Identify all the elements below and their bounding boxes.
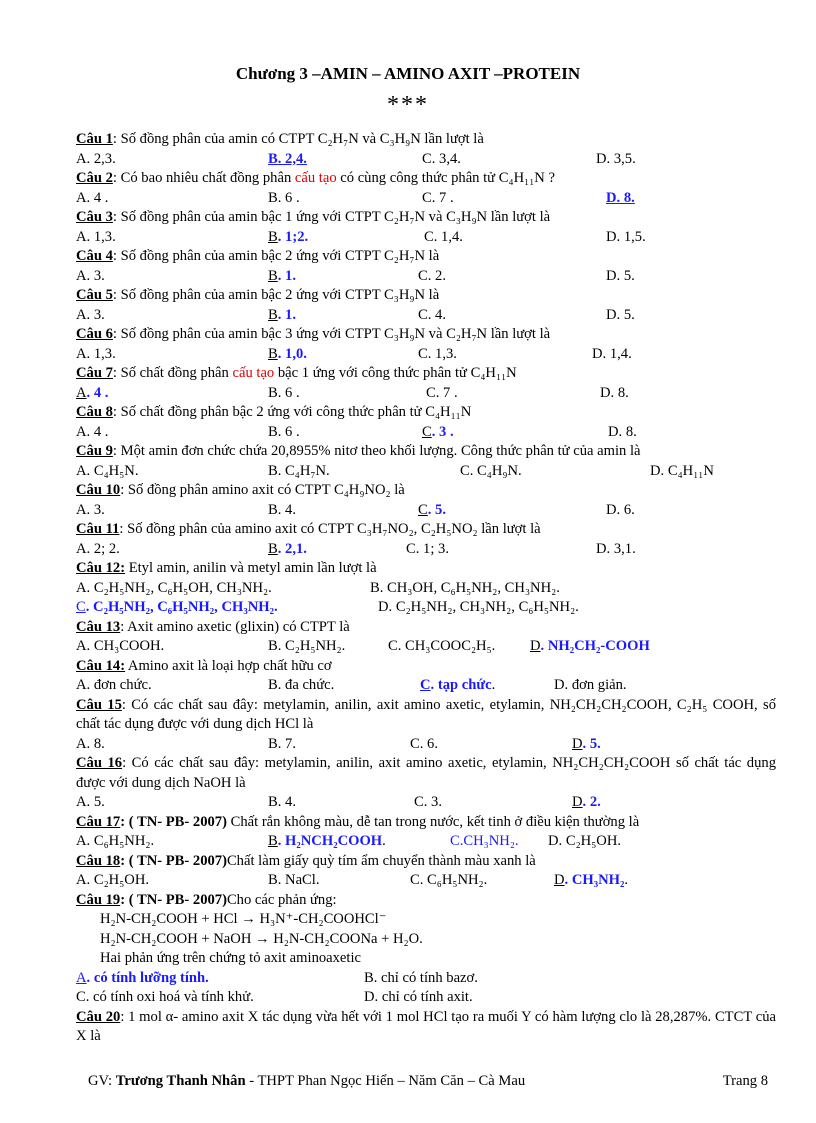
option-a: A. 4 .: [76, 189, 109, 206]
option-a: A. đơn chức.: [76, 677, 152, 693]
options-12-ab: [76, 579, 776, 599]
option-a: A. 2; 2.: [76, 540, 120, 557]
question-16: Câu 16: Có các chất sau đây: metylamin, anilin, axit amino axetic, etylamin, NH₂CH₂CH₂COOH số chất tác dụng được với dung dịch NaOH là: [76, 755, 776, 791]
question-5: Câu 5: Số đồng phân của amin bậc 2 ứng với CTPT C₃H₉N là: [76, 287, 440, 303]
option-a: A. C₆H₅NH₂.: [76, 833, 155, 849]
option-b: B. 6 .: [268, 423, 300, 440]
option-b-correct: B. 1.: [268, 267, 296, 284]
option-d: D. 1,4.: [592, 345, 632, 362]
option-a: A. 2,3.: [76, 150, 116, 167]
question-3: Câu 3: Số đồng phân của amin bậc 1 ứng với CTPT C₂H₇N và C₃H₉N lần lượt là: [76, 209, 551, 225]
question-4: Câu 4: Số đồng phân của amin bậc 2 ứng với CTPT C₂H₇N là: [76, 248, 440, 264]
option-b-correct: B. 1.: [268, 306, 296, 323]
options-19-ab: [76, 969, 776, 989]
question-7: Câu 7: Số chất đồng phân cấu tạo bậc 1 ứng với công thức phân tử C₄H₁₁N: [76, 365, 517, 381]
options-12-cd: [76, 598, 776, 618]
options-17: [76, 832, 776, 852]
option-c: C. CH₃COOC₂H₅.: [388, 638, 496, 654]
question-14: Câu 14: Amino axit là loại hợp chất hữu cơ: [76, 657, 332, 674]
option-c-correct: C. 3 .: [422, 423, 454, 440]
option-b: B. 4.: [268, 794, 296, 810]
option-a: A. 1,3.: [76, 345, 116, 362]
options-18: [76, 871, 776, 891]
options-13: [76, 637, 776, 657]
option-a: A. 8.: [76, 735, 105, 752]
option-d: D. 3,1.: [596, 540, 636, 557]
option-d: D. chỉ có tính axit.: [364, 989, 473, 1005]
question-20: Câu 20: 1 mol α- amino axit X tác dụng vừa hết với 1 mol HCl tạo ra muối Y có hàm lượng clo là 28,287%. CTCT của X là: [76, 1008, 776, 1044]
option-a: A. 3.: [76, 267, 105, 284]
option-b: B. chỉ có tính bazơ.: [364, 969, 478, 986]
option-b-correct: B. 2,1.: [268, 540, 307, 557]
footer-school: - THPT Phan Ngọc Hiển – Năm Căn – Cà Mau: [245, 1073, 526, 1089]
option-b-correct: B. 1;2.: [268, 228, 309, 245]
option-a: A. 4 .: [76, 423, 109, 440]
options-10: [76, 501, 776, 521]
options-8: [76, 423, 776, 443]
option-b: B. 6 .: [268, 189, 300, 206]
reaction-2: H₂N-CH₂COOH + NaOH → H₂N-CH₂COONa + H₂O.: [100, 930, 423, 947]
options-4: [76, 267, 776, 287]
title-ornament: ***: [387, 92, 429, 118]
option-c: C. 3.: [414, 794, 442, 810]
options-6: [76, 345, 776, 365]
option-c: C. 1; 3.: [406, 540, 449, 557]
question-11: Câu 11: Số đồng phân của amino axit có CTPT C₃H₇NO₂, C₂H₅NO₂ lần lượt là: [76, 521, 541, 537]
option-c: C. 2.: [418, 267, 446, 284]
question-8: Câu 8: Số chất đồng phân bậc 2 ứng với công thức phân tử C₄H₁₁N: [76, 404, 472, 420]
option-a-correct: A. có tính lưỡng tính.: [76, 969, 209, 986]
option-a: A. CH₃COOH.: [76, 638, 165, 654]
option-a: A. C₂H₅NH₂, C₆H₅OH, CH₃NH₂.: [76, 579, 272, 596]
options-16: [76, 793, 776, 813]
option-b-correct: B. H₂NCH₂COOH.: [268, 833, 386, 849]
option-b: B. C₂H₅NH₂.: [268, 638, 346, 654]
reaction-1: H₂N-CH₂COOH + HCl → H₃N⁺-CH₂COOHCl⁻: [100, 911, 387, 927]
option-d: D. 3,5.: [596, 150, 636, 167]
option-a: A. C₂H₅OH.: [76, 872, 150, 888]
option-d: D. 6.: [606, 501, 635, 518]
option-d-correct: D. 5.: [572, 735, 601, 752]
options-7: [76, 384, 776, 404]
option-d-correct: D. 2.: [572, 794, 601, 810]
option-a: A. 3.: [76, 306, 105, 323]
option-a: A. 3.: [76, 501, 105, 518]
option-d: D. C₂H₅OH.: [548, 833, 622, 849]
option-d: D. C₄H₁₁N: [650, 462, 714, 479]
option-d-correct: D. NH₂CH₂-COOH: [530, 638, 650, 654]
option-c: C. 1,3.: [418, 345, 457, 362]
options-5: [76, 306, 776, 326]
option-d: D. 1,5.: [606, 228, 646, 245]
option-c: C. 4.: [418, 306, 446, 323]
question-6: Câu 6: Số đồng phân của amin bậc 3 ứng với CTPT C₃H₉N và C₂H₇N lần lượt là: [76, 326, 551, 342]
option-b-correct: B. 1,0.: [268, 345, 307, 362]
options-2: [76, 189, 776, 209]
option-b: B. 4.: [268, 501, 296, 518]
question-13: Câu 13: Axit amino axetic (glixin) có CTPT là: [76, 618, 350, 635]
question-19: Câu 19: ( TN- PB- 2007)Cho các phản ứng:: [76, 891, 337, 908]
option-a: A. 5.: [76, 794, 105, 810]
footer-gv: GV:: [88, 1073, 116, 1089]
option-c: C.CH₃NH₂.: [450, 833, 519, 849]
option-d-correct: D. 8.: [606, 189, 635, 206]
option-b: B. 7.: [268, 735, 296, 752]
question-18: Câu 18: ( TN- PB- 2007)Chất làm giấy quỳ tím ẩm chuyển thành màu xanh là: [76, 852, 536, 869]
page-title: Chương 3 –AMIN – AMINO AXIT –PROTEIN: [235, 64, 581, 83]
options-11: [76, 540, 776, 560]
option-c: C. 3,4.: [422, 150, 461, 167]
option-d: D. C₂H₅NH₂, CH₃NH₂, C₆H₅NH₂.: [378, 599, 579, 615]
option-c: C. 7 .: [422, 189, 454, 206]
option-c: C. 7 .: [426, 384, 458, 401]
option-a: A. 1,3.: [76, 228, 116, 245]
option-c-correct: C. C₂H₅NH₂, C₆H₅NH₂, CH₃NH₂.: [76, 599, 278, 615]
question-12: Câu 12: Etyl amin, anilin và metyl amin lần lượt là: [76, 560, 377, 576]
option-b: B. C₄H₇N.: [268, 462, 330, 479]
option-d: D. 5.: [606, 306, 635, 323]
option-b: B. CH₃OH, C₆H₅NH₂, CH₃NH₂.: [370, 579, 560, 596]
options-1: [76, 150, 776, 170]
option-c: C. 1,4.: [424, 228, 463, 245]
options-9: [76, 462, 776, 482]
options-19-cd: [76, 988, 776, 1008]
question-9: Câu 9: Một amin đơn chức chứa 20,8955% nitơ theo khối lượng. Công thức phân tử của amin là: [76, 443, 641, 459]
option-c: C. C₄H₉N.: [460, 462, 522, 479]
option-c: C. có tính oxi hoá và tính khử.: [76, 989, 254, 1005]
question-19-stem: Hai phản ứng trên chứng tỏ axit aminoaxetic: [100, 950, 361, 966]
option-b: B. NaCl.: [268, 872, 320, 888]
option-b-correct: B. 2,4.: [268, 150, 307, 167]
option-b: B. đa chức.: [268, 677, 335, 693]
option-d: D. 5.: [606, 267, 635, 284]
option-d: D. 8.: [608, 423, 637, 440]
question-list: [76, 130, 776, 1047]
option-a-correct: A. 4 .: [76, 384, 109, 401]
option-c: C. 6.: [410, 735, 438, 752]
options-3: [76, 228, 776, 248]
question-10: Câu 10: Số đồng phân amino axit có CTPT C₄H₉NO₂ là: [76, 482, 405, 498]
question-2: Câu 2: Có bao nhiêu chất đồng phân cấu tạo có cùng công thức phân tử C₄H₁₁N ?: [76, 170, 555, 186]
option-d: D. đơn giản.: [554, 677, 627, 693]
options-15: [76, 735, 776, 755]
option-c-correct: C. tạp chức.: [420, 677, 496, 693]
page-footer: [88, 1073, 768, 1090]
option-b: B. 6 .: [268, 384, 300, 401]
question-17: Câu 17: ( TN- PB- 2007) Chất rắn không màu, dễ tan trong nước, kết tinh ở điều kiện thường là: [76, 813, 640, 830]
question-15: Câu 15: Có các chất sau đây: metylamin, anilin, axit amino axetic, etylamin, NH₂CH₂CH₂COOH, C₂H₅ COOH, số chất tác dụng được với dung dịch HCl là: [76, 696, 776, 732]
question-1: Câu 1: Số đồng phân của amin có CTPT C₂H₇N và C₃H₉N lần lượt là: [76, 131, 484, 147]
option-d-correct: D. CH₃NH₂.: [554, 872, 629, 888]
options-14: [76, 676, 776, 696]
option-a: A. C₄H₅N.: [76, 462, 139, 479]
footer-author: Trương Thanh Nhân: [115, 1073, 246, 1089]
page-number: Trang 8: [722, 1073, 768, 1089]
option-c-correct: C. 5.: [418, 501, 446, 518]
option-c: C. C₆H₅NH₂.: [410, 872, 488, 888]
option-d: D. 8.: [600, 384, 629, 401]
